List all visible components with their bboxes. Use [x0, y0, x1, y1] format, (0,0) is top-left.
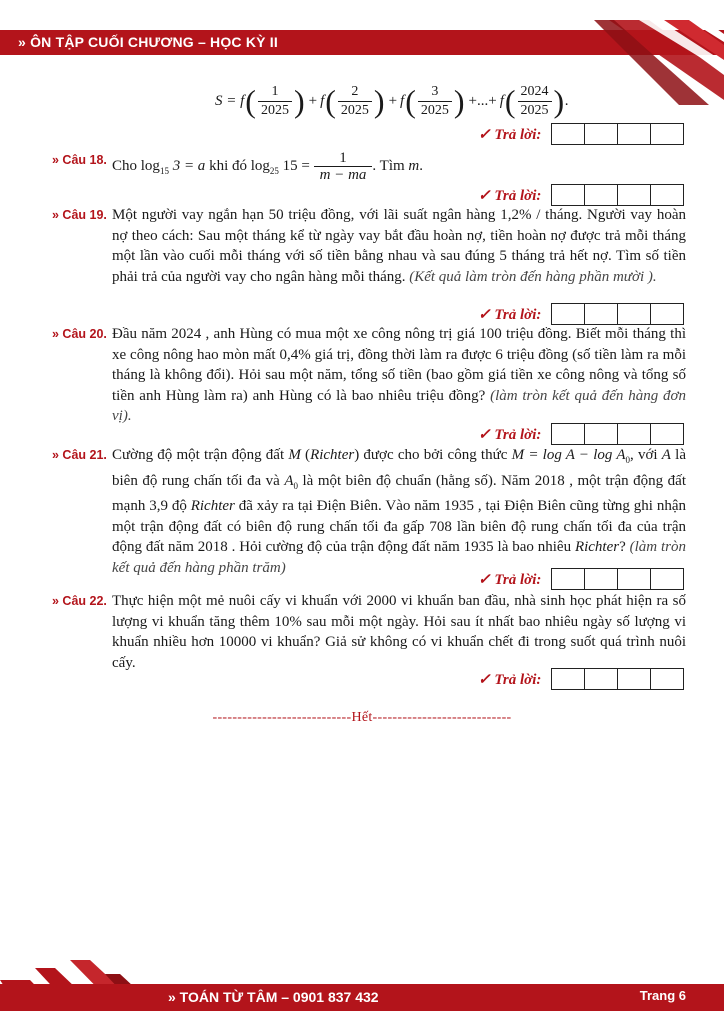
paren-open: ( [405, 83, 416, 119]
answer-box[interactable] [618, 185, 651, 205]
answer-boxes [551, 668, 684, 690]
term-num: 3 [431, 83, 439, 99]
question-21 [52, 445, 686, 578]
answer-box[interactable] [618, 124, 651, 144]
answer-box[interactable] [651, 569, 683, 589]
answer-box[interactable] [585, 569, 618, 589]
answer-box[interactable] [618, 424, 651, 444]
term-den: 2025 [418, 101, 452, 119]
question-19 [52, 205, 686, 287]
answer-boxes [551, 423, 684, 445]
answer-box[interactable] [552, 185, 585, 205]
answer-row-19 [478, 303, 684, 325]
formula-sub: 0 [625, 455, 630, 465]
q20-text: Đầu năm 2024 , anh Hùng có mua một xe công nông trị giá 100 triệu đồng. Biết mỗi tháng thì xe công nông hao mòn mất 0,4% giá trị, đồng thời làm ra được 6 triệu đồng (số tiền làm ra mỗi tháng là không đổi). Hỏi sau một năm, tổng số tiền (bao gồm giá tiền xe công nông và tổng số tiền anh Hùng làm ra) anh Hùng có là bao nhiêu triệu đồng? [112, 326, 686, 404]
header-title: » ÔN TẬP CUỐI CHƯƠNG – HỌC KỲ II [18, 34, 278, 50]
question-body [112, 591, 686, 673]
answer-box[interactable] [552, 569, 585, 589]
q21-formula: M = log A − log A [511, 447, 626, 463]
var-sub: 0 [293, 480, 298, 491]
q21-var: M [288, 447, 301, 463]
answer-box[interactable] [585, 185, 618, 205]
q21-text: là một biên độ chuẩn (hằng số). Năm 2018 , một trận động đất mạnh 3,9 độ [112, 472, 686, 514]
formula-term-3 [418, 84, 452, 119]
q21-text: ( [300, 447, 311, 463]
formula-term-1 [258, 84, 292, 119]
question-body [112, 445, 686, 578]
question-20 [52, 324, 686, 427]
q18-text: Cho [112, 157, 141, 174]
q20-note: (làm tròn kết quả đến hàng đơn vị). [112, 387, 686, 424]
answer-box[interactable] [651, 185, 683, 205]
answer-box[interactable] [552, 304, 585, 324]
log-base: 15 [159, 165, 169, 176]
answer-row-21 [478, 568, 684, 590]
q21-unit: Richter [310, 447, 355, 463]
answer-box[interactable] [618, 304, 651, 324]
answer-label: ✓ Trả lời: [478, 571, 542, 588]
term-den: 2025 [258, 101, 292, 119]
q21-text: là biên độ rung chấn tối đa và [112, 447, 686, 489]
f-symbol: f [499, 92, 504, 109]
answer-box[interactable] [585, 124, 618, 144]
term-den: 2025 [338, 101, 372, 119]
formula-end: . [565, 92, 569, 109]
page-number: Trang 6 [639, 988, 686, 1003]
term-num: 1 [271, 83, 279, 99]
answer-box[interactable] [618, 669, 651, 689]
answer-label: ✓ Trả lời: [478, 671, 542, 688]
q21-unit: Richter [574, 539, 620, 555]
plus-sign: + [388, 92, 398, 109]
q21-unit: Richter [190, 498, 235, 514]
term-den: 2025 [518, 101, 552, 119]
q18-eq1: 3 = a [168, 157, 206, 174]
f-symbol: f [400, 92, 405, 109]
term-num: 2024 [520, 83, 549, 99]
q21-text: , với [630, 447, 662, 463]
answer-box[interactable] [552, 424, 585, 444]
question-body [112, 150, 686, 186]
question-label: » Câu 22. [52, 594, 107, 608]
answer-boxes [551, 184, 684, 206]
answer-label: ✓ Trả lời: [478, 126, 542, 143]
answer-row-18 [478, 184, 684, 206]
question-label: » Câu 21. [52, 448, 107, 462]
answer-box[interactable] [585, 424, 618, 444]
q21-text: ? [619, 539, 630, 555]
q19-text: Một người vay ngắn hạn 50 triệu đồng, với lãi suất ngân hàng 1,2% / tháng. Người vay hoàn nợ theo cách: Sau một tháng kể từ ngày vay bắt đầu hoàn nợ, tiền hoàn nợ được trả mỗi tháng một lần vào cuối mỗi tháng với số tiền bằng nhau và sau đúng 5 tháng trả hết nợ. Tìm số tiền phải trả của người vay cho ngân hàng mỗi tháng. [112, 207, 686, 285]
end-marker: ----------------------------Hết---------------------------- [212, 710, 512, 725]
answer-box[interactable] [651, 669, 683, 689]
log-base: 25 [269, 165, 279, 176]
q21-text: đã xảy ra tại Điện Biên. Vào năm 1935 , tại Điện Biên cũng từng ghi nhận một trận động đất có biên độ rung chấn tối đa gấp 708 lần biên độ rung chấn tối đa của trận động đất năm 2018 . Hỏi cường độ của trận động đất năm 1935 là bao nhiêu [112, 498, 686, 555]
q21-var: A [661, 447, 671, 463]
answer-box[interactable] [585, 304, 618, 324]
log-symbol: log [250, 157, 270, 174]
fraction-den: m − ma [314, 166, 373, 183]
question-label: » Câu 20. [52, 327, 107, 341]
q21-var: A [284, 472, 294, 489]
footer-contact: » TOÁN TỪ TÂM – 0901 837 432 [168, 989, 379, 1005]
question-18 [52, 150, 686, 186]
answer-box[interactable] [552, 669, 585, 689]
q18-var: m [408, 157, 420, 174]
answer-row-22 [478, 668, 684, 690]
question-body [112, 324, 686, 427]
answer-box[interactable] [585, 669, 618, 689]
q18-eq2: 15 = [278, 157, 314, 174]
question-22 [52, 591, 686, 673]
answer-boxes [551, 123, 684, 145]
q21-text: ) được cho bởi công thức [354, 447, 512, 463]
formula-lhs: S = f [215, 92, 245, 109]
paren-open: ( [504, 83, 516, 119]
q18-text: . Tìm [372, 157, 409, 174]
question-label: » Câu 19. [52, 208, 107, 222]
header-stripes-decoration [589, 20, 724, 105]
q18-text: khi đó [205, 157, 251, 174]
q21-note: (làm tròn kết quả đến hàng phần trăm) [112, 539, 686, 576]
plus-sign: + [308, 92, 318, 109]
fraction-num: 1 [339, 150, 347, 166]
answer-label: ✓ Trả lời: [478, 306, 542, 323]
paren-open: ( [325, 83, 336, 119]
formula-term-4 [518, 84, 552, 119]
q22-text: Thực hiện một mẻ nuôi cấy vi khuẩn với 2000 vi khuẩn ban đầu, nhà sinh học phát hiện ra số lượng vi khuẩn tăng thêm 10% sau mỗi một ngày. Hỏi sau ít nhất bao nhiêu ngày số lượng vi khuẩn nhiều hơn 10000 vi khuẩn? Giả sử không có vi khuẩn chết đi trong suốt quá trình nuôi cấy. [112, 593, 686, 671]
q18-fraction [314, 150, 373, 183]
log-symbol: log [140, 157, 160, 174]
answer-box[interactable] [552, 124, 585, 144]
paren-close: ) [373, 83, 385, 119]
answer-box[interactable] [651, 424, 683, 444]
paren-open: ( [245, 83, 256, 119]
paren-close: ) [293, 83, 305, 119]
q21-text: Cường độ một trận động đất [112, 447, 289, 463]
f-symbol: f [320, 92, 325, 109]
ellipsis: +...+ [468, 92, 497, 109]
question-label: » Câu 18. [52, 153, 107, 167]
answer-row-17 [478, 123, 684, 145]
sum-formula [215, 80, 569, 122]
q19-note: (Kết quả làm tròn đến hàng phần mười ). [409, 268, 657, 285]
answer-label: ✓ Trả lời: [478, 187, 542, 204]
answer-row-20 [478, 423, 684, 445]
term-num: 2 [351, 83, 359, 99]
answer-label: ✓ Trả lời: [478, 426, 542, 443]
paren-close: ) [553, 83, 565, 119]
question-body [112, 205, 686, 287]
answer-box[interactable] [618, 569, 651, 589]
answer-box[interactable] [651, 304, 683, 324]
formula-term-2 [338, 84, 372, 119]
q18-text: . [419, 157, 423, 174]
answer-box[interactable] [651, 124, 683, 144]
paren-close: ) [453, 83, 465, 119]
answer-boxes [551, 568, 684, 590]
answer-boxes [551, 303, 684, 325]
